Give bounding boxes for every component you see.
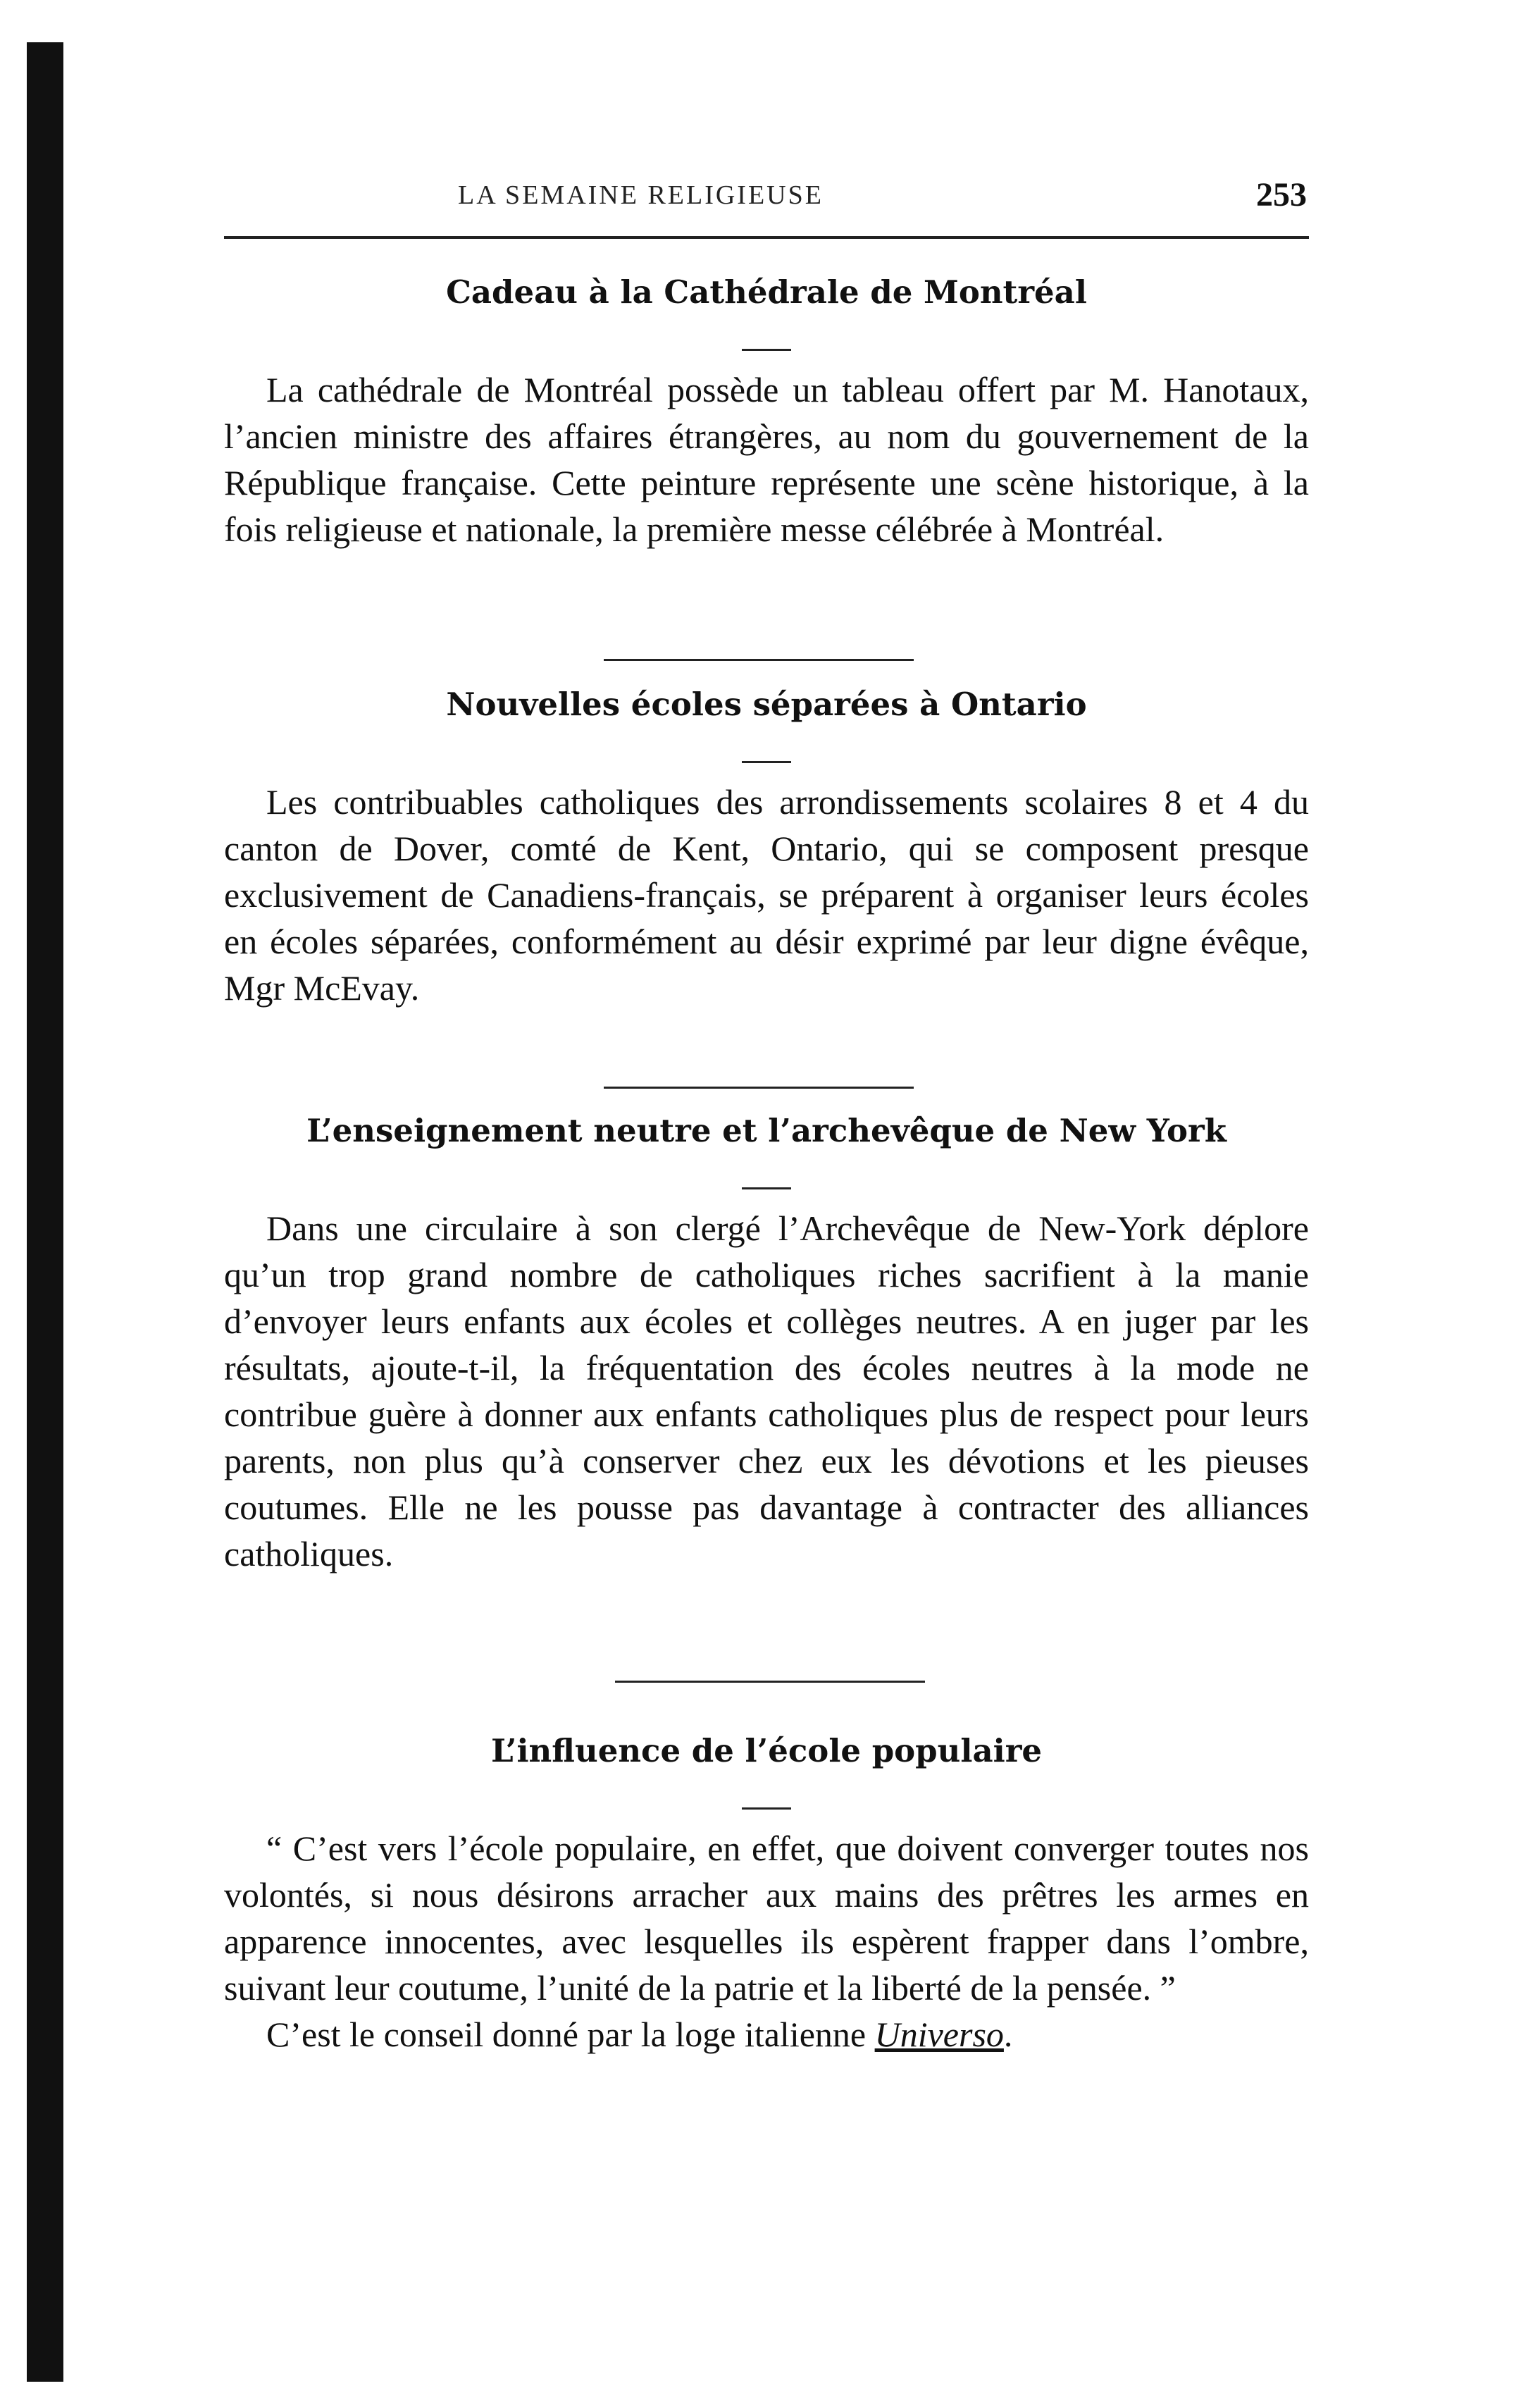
article-ecoles-separees	[224, 684, 1309, 1011]
article-cadeau-cathedrale	[224, 271, 1309, 552]
binding-shadow	[27, 42, 63, 2382]
page-number: 253	[1256, 176, 1307, 214]
binding-edge	[0, 0, 70, 2393]
article-paragraph: La cathédrale de Montréal possède un tableau offert par M. Hanotaux, l’ancien ministre des affaires étrangères, au nom du gouvernement de la République française. Cette peinture représente une scène historique, à la fois religieuse et nationale, la première messe célébrée à Montréal.	[224, 370, 1309, 549]
title-dash	[742, 1807, 791, 1810]
closing-period: .	[1003, 2015, 1013, 2054]
article-enseignement-neutre	[224, 1110, 1309, 1577]
closing-paragraph	[224, 2011, 1309, 2058]
article-title: Nouvelles écoles séparées à Ontario	[446, 686, 1087, 723]
source-name: Universo	[874, 2015, 1004, 2054]
section-divider	[615, 1681, 925, 1683]
header-rule	[224, 236, 1309, 239]
article-influence-ecole	[224, 1730, 1309, 2058]
section-divider	[604, 659, 914, 661]
article-title: L’enseignement neutre et l’archevêque de New York	[306, 1112, 1227, 1149]
title-dash	[742, 761, 791, 763]
quote-paragraph: “ C’est vers l’école populaire, en effet, que doivent converger toutes nos volontés, si nous désirons arracher aux mains des prêtres les armes en apparence innocentes, avec lesquelles ils espèrent frapper dans l’ombre, suivant leur coutume, l’unité de la patrie et la liberté de la pensée. ”	[224, 1829, 1309, 2008]
running-head	[225, 176, 1307, 229]
title-dash	[742, 1187, 791, 1189]
section-divider	[604, 1087, 914, 1089]
article-paragraph: Dans une circulaire à son clergé l’Archevêque de New-York déplore qu’un trop grand nombre de catholiques riches sacrifient à la manie d’envoyer leurs enfants aux écoles et collèges neutres. A en juger par les résultats, ajoute-t-il, la fréquentation des écoles neutres à la mode ne contribue guère à donner aux enfants catholiques plus de respect pour leurs parents, non plus qu’à conserver chez eux les dévotions et les pieuses coutumes. Elle ne les pousse pas davantage à contracter des alliances catholiques.	[224, 1208, 1309, 1573]
article-paragraph: Les contribuables catholiques des arrondissements scolaires 8 et 4 du canton de Dover, comté de Kent, Ontario, qui se composent presque exclusivement de Canadiens-français, se préparent à organiser leurs écoles en écoles séparées, conformément au désir exprimé par leur digne évêque, Mgr McEvay.	[224, 782, 1309, 1008]
article-title: Cadeau à la Cathédrale de Montréal	[446, 273, 1087, 311]
closing-text: C’est le conseil donné par la loge italienne	[266, 2015, 867, 2054]
title-dash	[742, 349, 791, 351]
running-title: LA SEMAINE RELIGIEUSE	[458, 180, 824, 210]
article-title: L’influence de l’école populaire	[490, 1732, 1043, 1769]
